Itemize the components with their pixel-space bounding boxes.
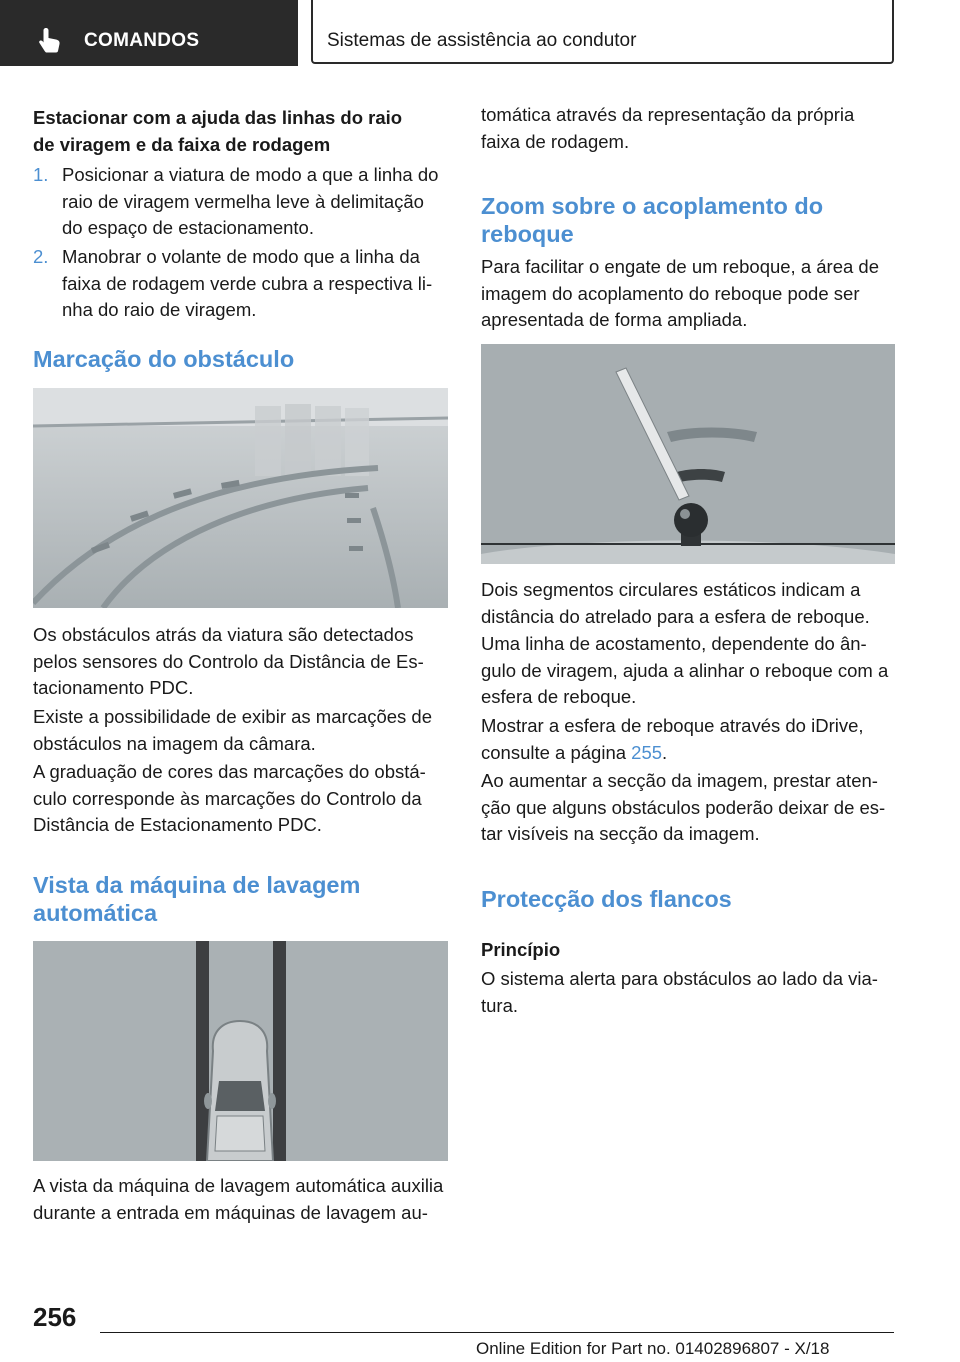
- section-label: COMANDOS: [84, 30, 200, 51]
- hand-pointer-icon: [38, 27, 62, 53]
- footer-divider: [100, 1332, 894, 1333]
- page-header: [0, 0, 960, 66]
- paragraph: Existe a possibilidade de exibir as marcações de obstáculos na imagem da câmara.: [33, 706, 432, 754]
- heading-obstacle-marking: Marcação do obstáculo: [33, 346, 295, 372]
- paragraph: Ao aumentar a secção da imagem, prestar aten- ção que alguns obstáculos poderão deixar de es- tar visíveis na secção da imagem.: [481, 770, 886, 844]
- heading-car-wash-view: Vista da máquina de lavagem automática: [33, 872, 361, 926]
- page-number: 256: [33, 1302, 77, 1332]
- step-text: Manobrar o volante de modo que a linha da faixa de rodagem verde cubra a respectiva li- nha do raio de viragem.: [62, 246, 433, 320]
- chapter-title: Sistemas de assistência ao condutor: [327, 30, 637, 51]
- subheading-turning-lines: Estacionar com a ajuda das linhas do raio de viragem e da faixa de rodagem: [33, 107, 403, 155]
- step-number: 2.: [33, 246, 49, 267]
- paragraph: Dois segmentos circulares estáticos indicam a distância do atrelado para a esfera de reboque.: [481, 579, 870, 627]
- paragraph: Os obstáculos atrás da viatura são detectados pelos sensores do Controlo da Distância de Es- tacionamento PDC.: [33, 624, 424, 698]
- page-reference-link[interactable]: 255: [631, 741, 663, 763]
- heading-flank-protection: Protecção dos flancos: [481, 886, 732, 912]
- paragraph: tomática através da representação da própria faixa de rodagem.: [481, 104, 855, 152]
- section-tab: [0, 0, 298, 66]
- step-number: 1.: [33, 164, 49, 185]
- paragraph: A graduação de cores das marcações do obstá- culo corresponde às marcações do Controlo da Distância de Estacionamento PDC.: [33, 761, 426, 835]
- car-wash-view-image: [33, 941, 448, 1161]
- paragraph: Mostrar a esfera de reboque através do iDrive, consulte a página 255.: [481, 715, 864, 763]
- paragraph: A vista da máquina de lavagem automática auxilia durante a entrada em máquinas de lavagem au-: [33, 1175, 444, 1223]
- obstacle-marking-image: [33, 388, 448, 608]
- chapter-title-box: [311, 0, 894, 64]
- paragraph: Uma linha de acostamento, dependente do ân- gulo de viragem, ajuda a alinhar o reboque com a esfera de reboque.: [481, 633, 889, 707]
- paragraph: O sistema alerta para obstáculos ao lado da via- tura.: [481, 968, 878, 1016]
- heading-trailer-hitch-zoom: Zoom sobre o acoplamento do reboque: [481, 193, 824, 247]
- subheading-principle: Princípio: [481, 939, 561, 960]
- paragraph: Para facilitar o engate de um reboque, a área de imagem do acoplamento do reboque pode ser apresentada de forma ampliada.: [481, 256, 880, 330]
- trailer-hitch-zoom-image: [481, 344, 895, 564]
- footer-edition: Online Edition for Part no. 01402896807 - X/18: [476, 1339, 830, 1358]
- step-text: Posicionar a viatura de modo a que a linha do raio de viragem vermelha leve à delimitação do espaço de estacionamento.: [62, 164, 439, 238]
